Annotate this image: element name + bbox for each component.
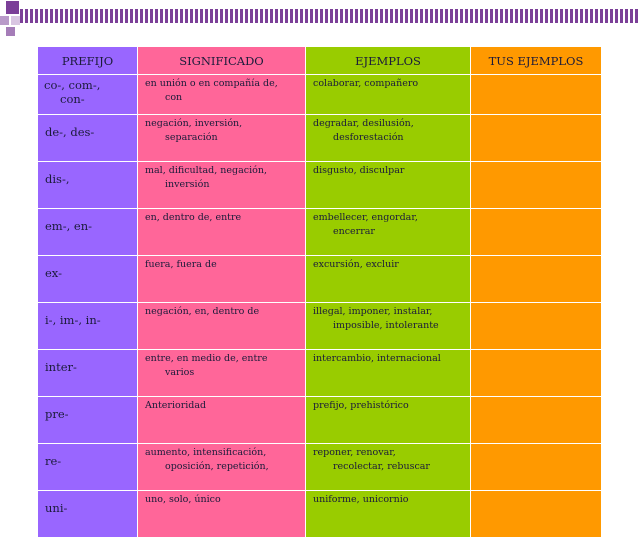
cell-significado [138, 491, 306, 538]
table-row [38, 209, 602, 256]
header-significado: SIGNIFICADO [138, 47, 306, 75]
cell-prefijo [38, 397, 138, 444]
significado-text: Anterioridad [145, 400, 207, 411]
cell-prefijo [38, 491, 138, 538]
cell-significado [138, 303, 306, 350]
significado-text: separación [165, 132, 218, 143]
cell-tus-ejemplos[interactable] [471, 209, 602, 256]
cell-significado [138, 115, 306, 162]
prefijo-text: dis-, [45, 172, 70, 186]
cell-significado [138, 162, 306, 209]
cell-tus-ejemplos[interactable] [471, 75, 602, 115]
ejemplos-text: uniforme, unicornio [313, 494, 409, 505]
prefijo-text: em-, en- [45, 219, 93, 233]
ejemplos-text: encerrar [333, 226, 375, 237]
ejemplos-text: embellecer, engordar, [313, 212, 418, 223]
ejemplos-text: desforestación [333, 132, 404, 143]
header-tus-ejemplos: TUS EJEMPLOS [471, 47, 602, 75]
significado-text: mal, dificultad, negación, [145, 165, 267, 176]
significado-text: fuera, fuera de [145, 259, 217, 270]
cell-significado [138, 397, 306, 444]
prefijo-text: pre- [45, 407, 69, 421]
cell-prefijo [38, 256, 138, 303]
cell-prefijo [38, 350, 138, 397]
prefijo-text: i-, im-, in- [45, 313, 101, 327]
cell-prefijo [38, 162, 138, 209]
ejemplos-text: imposible, intolerante [333, 320, 439, 331]
header-stripe-band [20, 9, 638, 23]
table-row [38, 491, 602, 538]
table-row [38, 75, 602, 115]
header-prefijo: PREFIJO [38, 47, 138, 75]
cell-tus-ejemplos[interactable] [471, 491, 602, 538]
prefijo-text: co-, com-, [44, 78, 101, 92]
significado-text: entre, en medio de, entre [145, 353, 268, 364]
cell-ejemplos [306, 75, 471, 115]
prefix-table [37, 46, 602, 538]
significado-text: negación, inversión, [145, 118, 243, 129]
table-row [38, 350, 602, 397]
table-row [38, 115, 602, 162]
significado-text: negación, en, dentro de [145, 306, 260, 317]
prefijo-text: re- [45, 454, 62, 468]
cell-prefijo [38, 209, 138, 256]
cell-tus-ejemplos[interactable] [471, 115, 602, 162]
significado-text: uno, solo, único [145, 494, 221, 505]
cell-ejemplos [306, 209, 471, 256]
significado-text: en unión o en compañía de, [145, 78, 278, 89]
prefijo-text: de-, des- [45, 125, 95, 139]
ejemplos-text: illegal, imponer, instalar, [313, 306, 433, 317]
ejemplos-text: excursión, excluir [313, 259, 399, 270]
significado-text: inversión [165, 179, 210, 190]
cell-ejemplos [306, 162, 471, 209]
table-row [38, 444, 602, 491]
table-row [38, 256, 602, 303]
cell-tus-ejemplos[interactable] [471, 444, 602, 491]
cell-tus-ejemplos[interactable] [471, 162, 602, 209]
table-row [38, 397, 602, 444]
cell-prefijo [38, 115, 138, 162]
ejemplos-text: prefijo, prehistórico [313, 400, 409, 411]
corner-square-purple [6, 1, 19, 14]
cell-significado [138, 209, 306, 256]
cell-tus-ejemplos[interactable] [471, 350, 602, 397]
table-row [38, 303, 602, 350]
ejemplos-text: colaborar, compañero [313, 78, 419, 89]
cell-significado [138, 75, 306, 115]
cell-significado [138, 444, 306, 491]
cell-significado [138, 256, 306, 303]
significado-text: aumento, intensificación, [145, 447, 267, 458]
header-ejemplos: EJEMPLOS [306, 47, 471, 75]
prefijo-text: inter- [45, 360, 77, 374]
cell-tus-ejemplos[interactable] [471, 256, 602, 303]
cell-tus-ejemplos[interactable] [471, 397, 602, 444]
table-header-row [38, 47, 602, 75]
cell-significado [138, 350, 306, 397]
cell-ejemplos [306, 397, 471, 444]
cell-ejemplos [306, 303, 471, 350]
cell-prefijo [38, 303, 138, 350]
cell-prefijo [38, 444, 138, 491]
prefijo-text: con- [60, 92, 85, 106]
cell-ejemplos [306, 350, 471, 397]
ejemplos-text: intercambio, internacional [313, 353, 441, 364]
cell-ejemplos [306, 256, 471, 303]
ejemplos-text: reponer, renovar, [313, 447, 396, 458]
significado-text: con [165, 92, 183, 103]
significado-text: oposición, repetición, [165, 461, 269, 472]
ejemplos-text: disgusto, disculpar [313, 165, 405, 176]
corner-square-light [11, 16, 20, 25]
table-row [38, 162, 602, 209]
significado-text: en, dentro de, entre [145, 212, 242, 223]
cell-ejemplos [306, 491, 471, 538]
cell-prefijo [38, 75, 138, 115]
significado-text: varios [165, 367, 195, 378]
prefijo-text: ex- [45, 266, 62, 280]
ejemplos-text: degradar, desilusión, [313, 118, 414, 129]
prefijo-text: uni- [45, 501, 68, 515]
cell-ejemplos [306, 115, 471, 162]
corner-square-lilac [0, 16, 9, 25]
ejemplos-text: recolectar, rebuscar [333, 461, 430, 472]
cell-ejemplos [306, 444, 471, 491]
cell-tus-ejemplos[interactable] [471, 303, 602, 350]
corner-square-mid [6, 27, 15, 36]
